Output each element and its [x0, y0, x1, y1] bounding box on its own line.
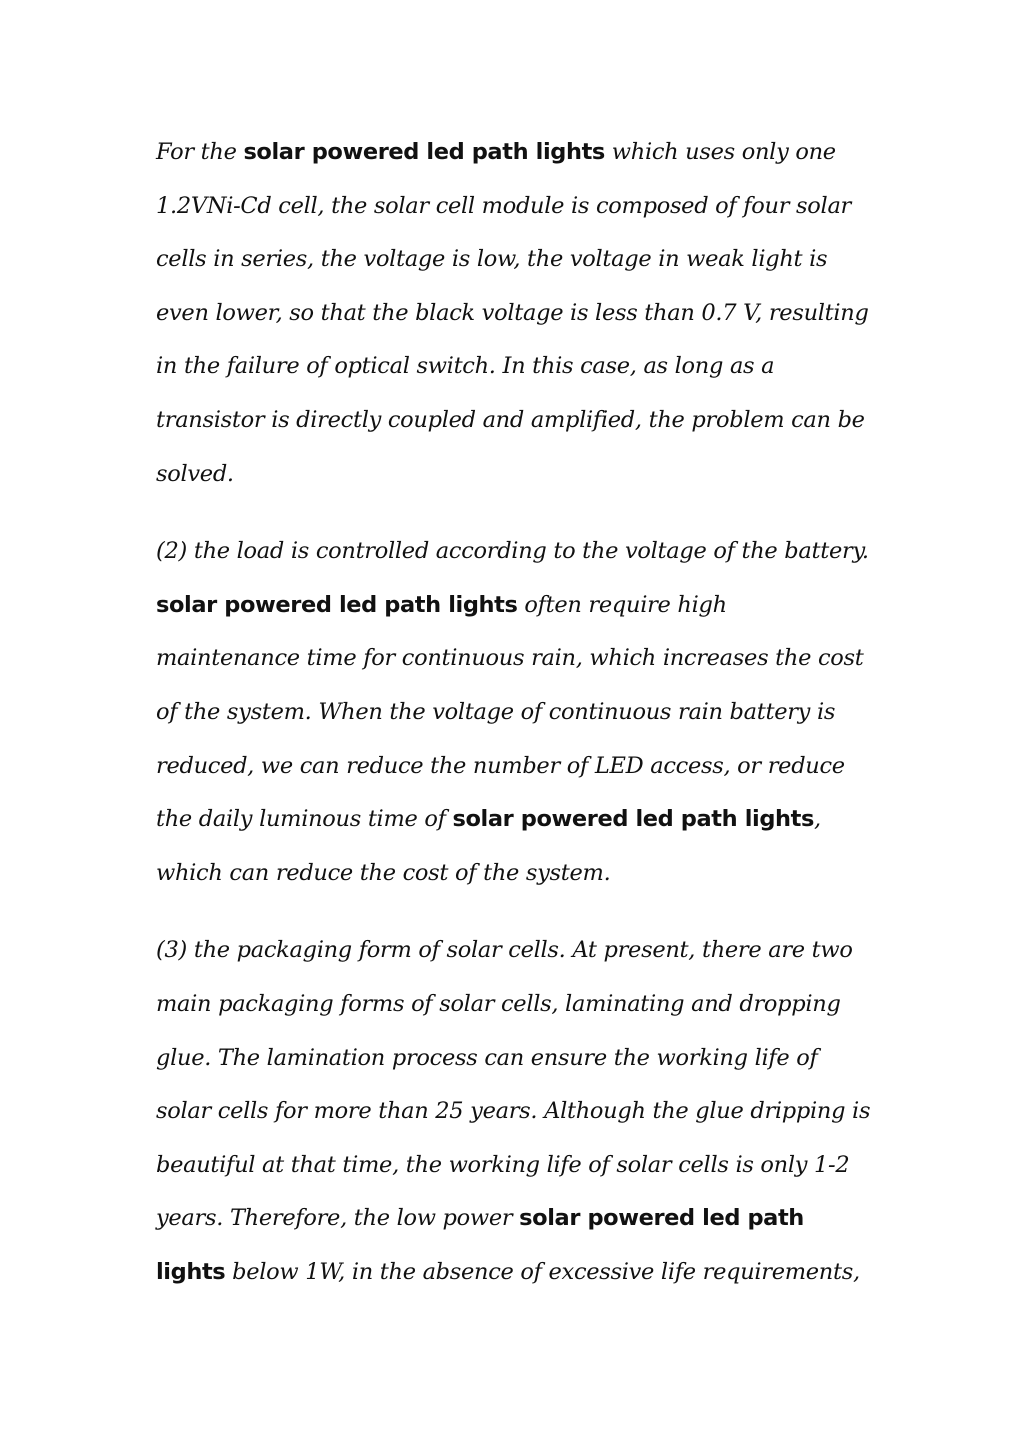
- paragraph-3-text: below 1W, in the absence of excessive life requirements,: [225, 1258, 860, 1285]
- paragraph-1: [156, 126, 876, 501]
- paragraph-2-text: often require high maintenance time for continuous rain, which increases the cost of the system. When the voltage of continuous rain battery is reduced, we can reduce the number of LED access, or reduce the daily luminous time of: [156, 591, 864, 833]
- paragraph-3: [156, 924, 876, 1299]
- paragraph-1-text: which uses only one 1.2VNi-Cd cell, the solar cell module is composed of four solar cells in series, the voltage is low, the voltage in weak light is even lower, so that the black voltage is less than 0.7 V, resulting in the failure of optical switch. In this case, as long as a transistor is directly coupled and amplified, the problem can be solved.: [156, 139, 869, 487]
- paragraph-3-keyword: solar powered led path lights: [156, 1205, 804, 1285]
- paragraph-2-text: (2) the load is controlled according to the voltage of the battery.: [156, 538, 869, 565]
- paragraph-2-keyword: solar powered led path lights: [156, 591, 518, 618]
- paragraph-1-text: For the: [156, 139, 244, 165]
- paragraph-2-text: , which can reduce the cost of the system.: [156, 806, 821, 886]
- paragraph-3-text: (3) the packaging form of solar cells. At present, there are two main packaging forms of solar cells, laminating and dropping glue. The lamination process can ensure the working life of solar cells for more than 25 years. Although the glue dripping is beautiful at that time, the working life of solar cells is only 1-2 years. Therefore, the low power: [156, 937, 871, 1232]
- paragraph-1-keyword: solar powered led path lights: [243, 139, 605, 165]
- paragraph-2: [156, 525, 876, 900]
- paragraph-2-keyword: solar powered led path lights: [452, 806, 814, 833]
- document-page: [156, 126, 876, 1299]
